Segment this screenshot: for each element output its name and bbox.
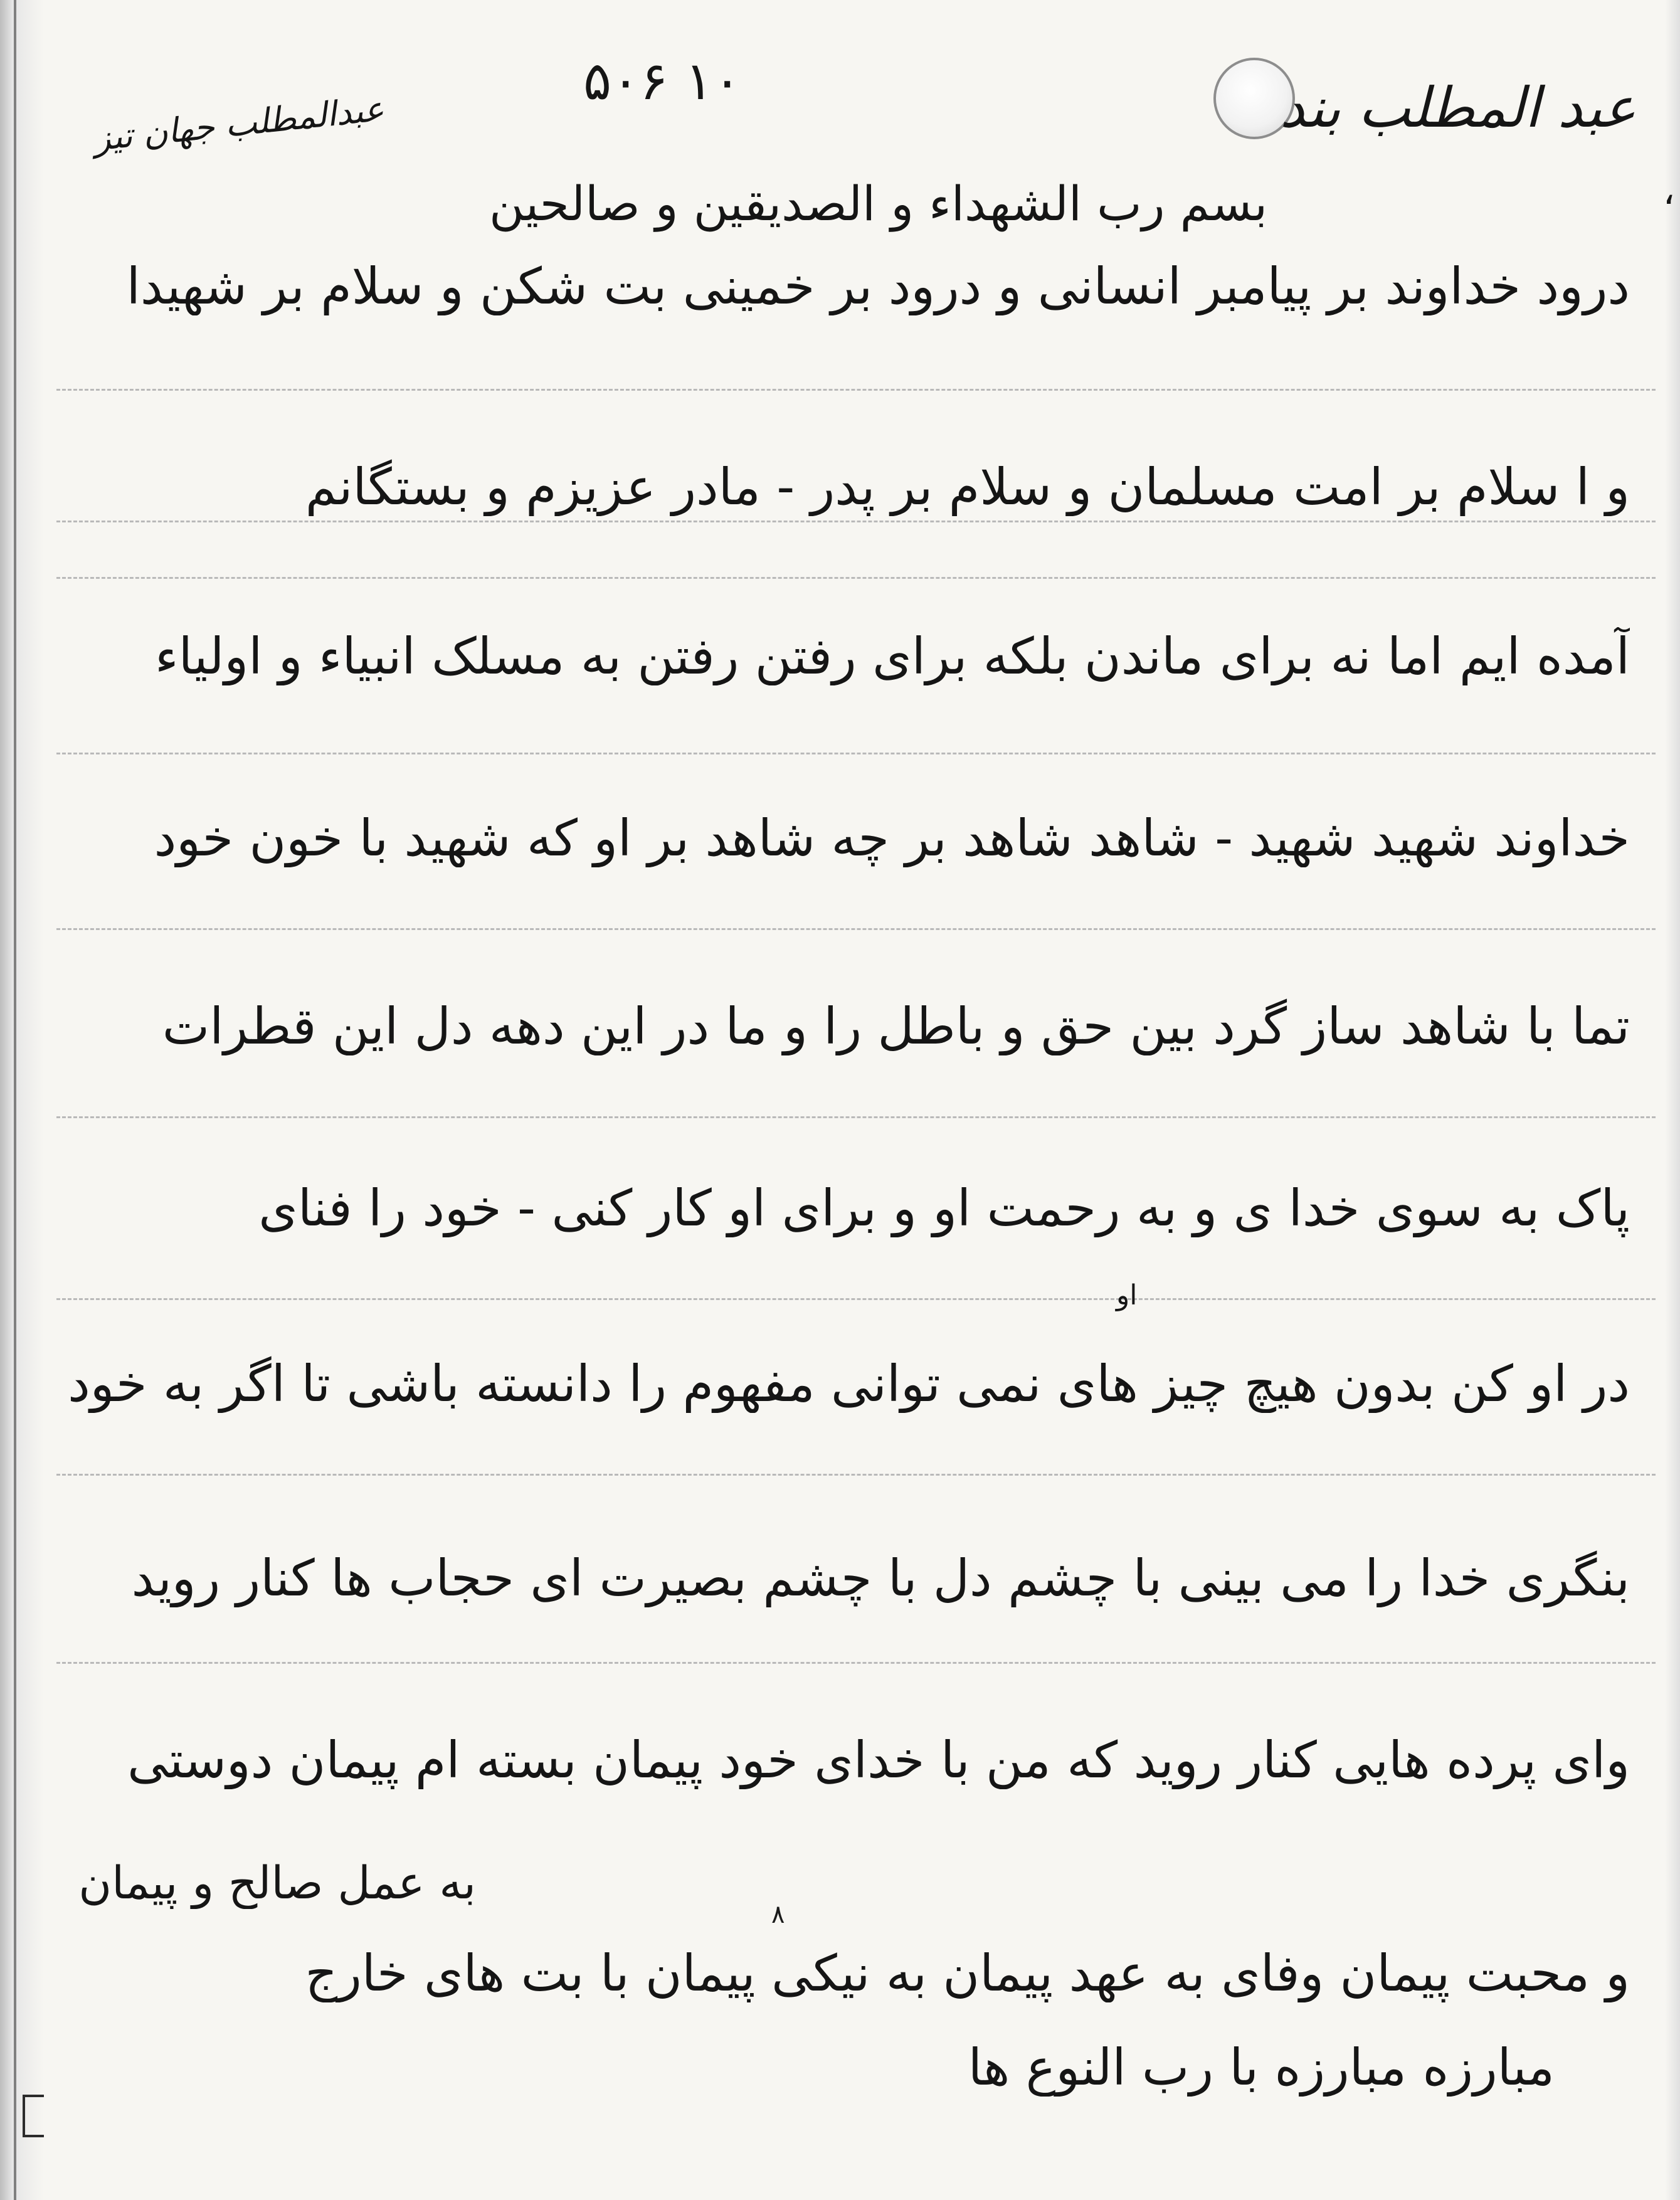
author-signature: عبدالمطلب جهان تیز [92,88,386,159]
letter-line: درود خداوند بر پیامبر انسانی و درود بر خمینی بت شکن و سلام بر شهیدا [126,257,1630,315]
binder-clip-mark [23,2095,44,2137]
letter-line: خداوند شهید شهید - شاهد شاهد بر چه شاهد بر او که شهید با خون خود [154,809,1630,867]
ruled-line [56,1662,1656,1664]
page-number: ۵۰۶ ۱۰ [583,50,742,112]
letter-line: آمده ایم اما نه برای ماندن بلکه برای رفتن رفتن به مسلک انبیاء و اولیاء [155,627,1630,685]
ruled-line [56,928,1656,930]
page-spine-shadow [0,0,44,2200]
ruled-line [56,1474,1656,1476]
letter-line: پاک به سوی خدا ی و به رحمت او و برای او کار کنی - خود را فنای [258,1179,1630,1237]
ruled-line [56,577,1656,579]
letter-line: بنگری خدا را می بینی با چشم دل با چشم بصیرت ای حجاب ها کنار روید [131,1549,1630,1607]
bismillah-heading: بسم رب الشهداء و الصدیقین و صالحین [489,176,1268,231]
ruled-line [56,389,1656,391]
letter-line: و محبت پیمان وفای به عهد پیمان به نیکی پیمان با بت های خارج [305,1944,1630,2002]
letter-line: مبارزه مبارزه با رب النوع ها [968,2038,1555,2097]
insertion-mark: ۸ [771,1900,785,1929]
ruled-line [56,521,1656,522]
letter-line: در او کن بدون هیچ چیز های نمی توانی مفهوم را دانسته باشی تا اگر به خود [68,1355,1630,1413]
inserted-word: او [1116,1279,1138,1311]
letter-author-title: عبد المطلب بند [1279,75,1636,140]
letter-line: تما با شاهد ساز گرد بین حق و باطل را و ما در این دهه دل این قطرات [162,997,1630,1055]
letter-line: به عمل صالح و پیمان [78,1856,476,1909]
binding-line [14,0,16,2200]
margin-mark: ، [1662,169,1675,213]
page-right-edge [1662,0,1680,2200]
ruled-line [56,1298,1656,1300]
ruled-line [56,1116,1656,1118]
letter-line: وای پرده هایی کنار روید که من با خدای خود پیمان بسته ام پیمان دوستی [127,1731,1630,1789]
letter-line: و ا سلام بر امت مسلمان و سلام بر پدر - مادر عزیزم و بستگانم [305,458,1630,516]
ruled-line [56,753,1656,754]
